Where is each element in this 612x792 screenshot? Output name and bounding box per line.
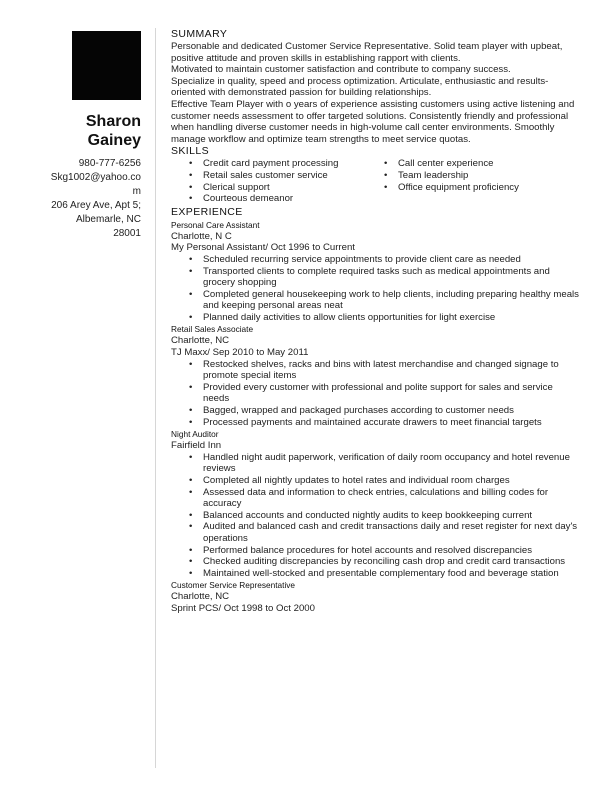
job-title: Personal Care Assistant <box>171 219 260 230</box>
skills-list <box>171 158 579 204</box>
summary-text <box>171 41 579 145</box>
email-line-1: Skg1002@yahoo.co <box>50 172 141 183</box>
job-duty: • Assessed data and information to check entries, calculations and billing codes for accuracy <box>189 487 579 510</box>
skill-item: • Courteous demeanor <box>189 193 384 205</box>
skill-item: • Call center experience <box>384 158 579 170</box>
job-duty: • Performed balance procedures for hotel accounts and resolved discrepancies <box>189 545 579 557</box>
job-duties <box>171 254 579 324</box>
job-duty: • Provided every customer with professional and polite support for sales and service needs <box>189 382 579 405</box>
job-duties <box>171 452 579 580</box>
job-employer-dates: My Personal Assistant/ Oct 1996 to Current <box>171 242 355 254</box>
skill-item: • Clerical support <box>189 182 384 194</box>
contact-info <box>41 157 141 241</box>
skills-column-2 <box>384 158 579 204</box>
job-duty: • Checked auditing discrepancies by reconciling cash drop and credit card transactions <box>189 556 579 568</box>
phone-number: 980-777-6256 <box>78 158 141 169</box>
job-duty: • Planned daily activities to allow clients opportunities for light exercise <box>189 312 579 324</box>
email-line-2: m <box>132 186 141 197</box>
job-employer-dates: Sprint PCS/ Oct 1998 to Oct 2000 <box>171 602 315 614</box>
job-location: Fairfield Inn <box>171 440 222 452</box>
job-entry <box>171 580 579 614</box>
summary-heading: SUMMARY <box>171 28 228 40</box>
job-duty: • Restocked shelves, racks and bins with latest merchandise and changed signage to promote special items <box>189 359 579 382</box>
address-line-3: 28001 <box>113 228 141 239</box>
job-duty: • Audited and balanced cash and credit transactions daily and reset register for next day's operations <box>189 521 579 544</box>
skills-column-1 <box>189 158 384 204</box>
address-line-2: Albemarle, NC <box>75 214 141 225</box>
last-name: Gainey <box>87 132 141 149</box>
job-duty: • Maintained well-stocked and presentable complementary food and beverage station <box>189 568 579 580</box>
job-location: Charlotte, NC <box>171 335 230 347</box>
first-name: Sharon <box>85 113 141 130</box>
skill-item: • Office equipment proficiency <box>384 182 579 194</box>
skill-item: • Credit card payment processing <box>189 158 384 170</box>
job-location: Charlotte, N C <box>171 230 232 242</box>
summary-paragraph: Specialize in quality, speed and process optimization. Articulate, enthusiastic and results-oriented with demonstrated passion for building relationships. <box>171 75 549 99</box>
job-title: Customer Service Representative <box>171 580 296 591</box>
job-title: Night Auditor <box>171 429 219 440</box>
job-entry <box>171 429 579 579</box>
job-duty: • Balanced accounts and conducted nightly audits to keep bookkeeping current <box>189 510 579 522</box>
job-location: Charlotte, NC <box>171 591 230 603</box>
job-duties <box>171 359 579 429</box>
candidate-name <box>86 112 141 150</box>
skills-heading: SKILLS <box>171 145 210 158</box>
job-duty: • Handled night audit paperwork, verification of daily room occupancy and hotel revenue reviews <box>189 452 579 475</box>
job-duty: • Bagged, wrapped and packaged purchases according to customer needs <box>189 405 579 417</box>
address-line-1: 206 Arey Ave, Apt 5; <box>51 200 141 211</box>
profile-photo <box>72 31 141 100</box>
job-employer-dates: TJ Maxx/ Sep 2010 to May 2011 <box>171 347 309 359</box>
summary-paragraph: Personable and dedicated Customer Service Representative. Solid team player with upbeat, positive attitude and proven skills in establishing rapport with clients. <box>171 41 563 64</box>
job-duty: • Processed payments and maintained accurate drawers to meet financial targets <box>189 417 579 429</box>
summary-paragraph: Effective Team Player with o years of experience assisting customers using active listening and customer needs assessment to offer targeted solutions. Consistently friendly and professional when handling diverse customer needs in high-volume call center environments. Smoothly manage workflow and optimize team strengths to meet service quotas. <box>171 98 575 145</box>
summary-paragraph: Motivated to maintain customer satisfaction and contribute to company success. <box>171 64 511 76</box>
job-title: Retail Sales Associate <box>171 324 254 335</box>
job-duty: • Scheduled recurring service appointments to provide client care as needed <box>189 254 579 266</box>
column-divider <box>155 28 156 768</box>
skill-item: • Retail sales customer service <box>189 170 384 182</box>
job-entry <box>171 324 579 428</box>
experience-heading: EXPERIENCE <box>171 205 243 218</box>
job-duty: • Transported clients to complete required tasks such as medical appointments and grocery shopping <box>189 266 579 289</box>
resume-body <box>171 28 579 615</box>
skill-item: • Team leadership <box>384 170 579 182</box>
job-duty: • Completed general housekeeping work to help clients, including preparing healthy meals and keeping personal areas neat <box>189 289 579 312</box>
job-entry <box>171 220 579 324</box>
job-duty: • Completed all nightly updates to hotel rates and individual room charges <box>189 475 579 487</box>
